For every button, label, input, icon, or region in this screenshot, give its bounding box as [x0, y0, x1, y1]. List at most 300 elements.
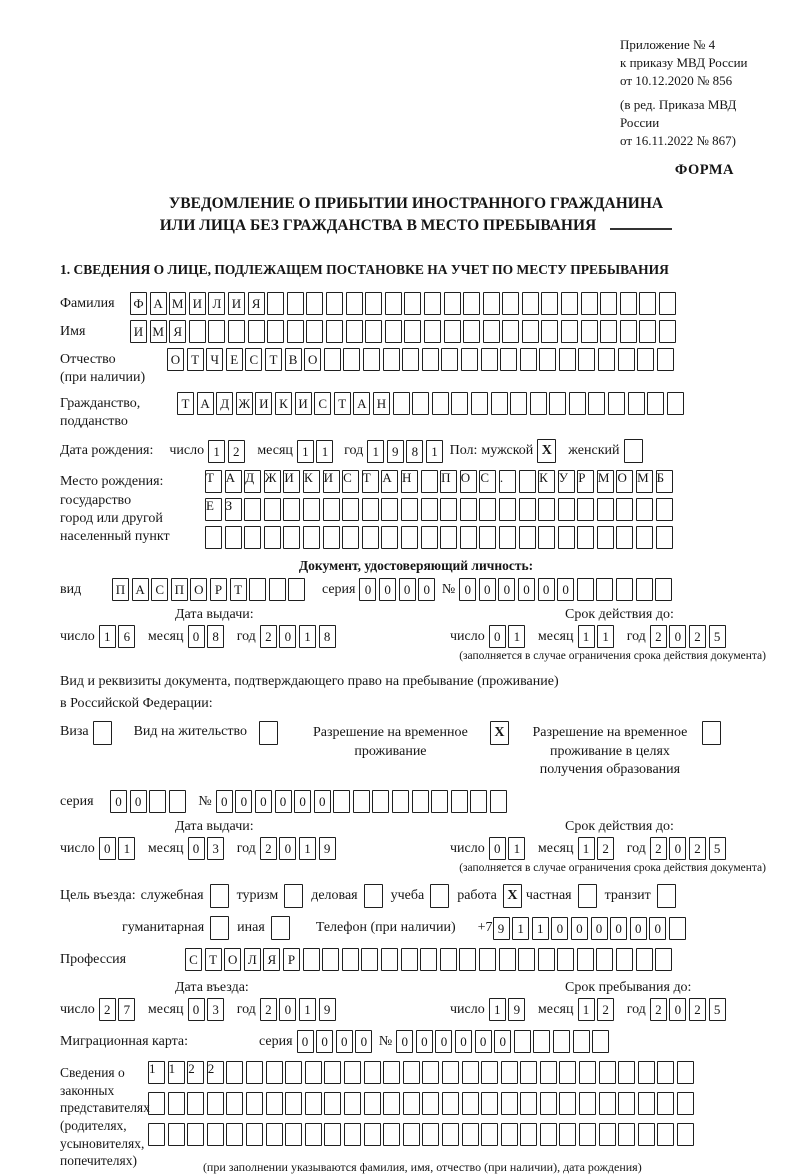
char-cell[interactable]: 3 — [207, 998, 224, 1021]
char-cell[interactable] — [422, 1092, 439, 1115]
gender-female-checkbox[interactable] — [624, 439, 643, 463]
char-cell[interactable] — [401, 498, 418, 521]
char-cell[interactable] — [365, 320, 382, 343]
char-cell[interactable] — [616, 526, 633, 549]
char-cell[interactable] — [561, 320, 578, 343]
char-cell[interactable]: 1 — [578, 625, 595, 648]
char-cell[interactable]: Б — [656, 470, 673, 493]
char-cell[interactable] — [618, 348, 635, 371]
char-cell[interactable]: П — [171, 578, 188, 601]
char-cell[interactable]: 0 — [99, 837, 116, 860]
char-cell[interactable] — [639, 320, 656, 343]
char-cell[interactable] — [600, 320, 617, 343]
char-cell[interactable] — [324, 1061, 341, 1084]
char-cell[interactable] — [540, 1092, 557, 1115]
char-cell[interactable]: 2 — [260, 837, 277, 860]
char-cell[interactable] — [579, 1123, 596, 1146]
char-cell[interactable] — [362, 498, 379, 521]
char-cell[interactable] — [520, 1092, 537, 1115]
phone-cells[interactable] — [493, 917, 689, 940]
char-cell[interactable]: И — [283, 470, 300, 493]
char-cell[interactable] — [383, 1092, 400, 1115]
char-cell[interactable]: С — [342, 470, 359, 493]
char-cell[interactable] — [655, 948, 672, 971]
char-cell[interactable] — [421, 498, 438, 521]
char-cell[interactable] — [490, 790, 507, 813]
char-cell[interactable] — [462, 1061, 479, 1084]
char-cell[interactable] — [577, 526, 594, 549]
char-cell[interactable] — [306, 292, 323, 315]
char-cell[interactable]: 8 — [207, 625, 224, 648]
char-cell[interactable] — [205, 526, 222, 549]
char-cell[interactable] — [483, 292, 500, 315]
char-cell[interactable] — [558, 526, 575, 549]
char-cell[interactable] — [600, 292, 617, 315]
char-cell[interactable]: М — [169, 292, 186, 315]
char-cell[interactable] — [463, 320, 480, 343]
char-cell[interactable] — [637, 348, 654, 371]
char-cell[interactable] — [657, 1092, 674, 1115]
char-cell[interactable] — [538, 498, 555, 521]
issue-year-cells[interactable] — [260, 625, 338, 648]
char-cell[interactable]: Т — [187, 348, 204, 371]
char-cell[interactable] — [579, 1061, 596, 1084]
char-cell[interactable]: Л — [208, 292, 225, 315]
char-cell[interactable] — [148, 1123, 165, 1146]
char-cell[interactable] — [285, 1092, 302, 1115]
char-cell[interactable]: 2 — [597, 837, 614, 860]
migration-series-cells[interactable] — [297, 1030, 375, 1053]
char-cell[interactable] — [479, 498, 496, 521]
representatives-cells-row3[interactable] — [148, 1123, 697, 1146]
char-cell[interactable]: 0 — [669, 837, 686, 860]
char-cell[interactable] — [169, 790, 186, 813]
char-cell[interactable] — [561, 292, 578, 315]
char-cell[interactable] — [491, 392, 508, 415]
char-cell[interactable]: 0 — [518, 578, 535, 601]
char-cell[interactable]: 0 — [110, 790, 127, 813]
char-cell[interactable] — [539, 348, 556, 371]
char-cell[interactable]: Я — [248, 292, 265, 315]
char-cell[interactable]: И — [228, 292, 245, 315]
birth-day-cells[interactable] — [208, 440, 247, 463]
char-cell[interactable]: 2 — [689, 837, 706, 860]
purpose-official-checkbox[interactable] — [210, 884, 229, 908]
char-cell[interactable]: 1 — [316, 440, 333, 463]
char-cell[interactable] — [346, 320, 363, 343]
char-cell[interactable] — [344, 1092, 361, 1115]
char-cell[interactable]: Ф — [130, 292, 147, 315]
char-cell[interactable]: 2 — [597, 998, 614, 1021]
char-cell[interactable] — [283, 498, 300, 521]
char-cell[interactable] — [510, 392, 527, 415]
char-cell[interactable] — [460, 526, 477, 549]
char-cell[interactable] — [514, 1030, 531, 1053]
char-cell[interactable] — [361, 948, 378, 971]
char-cell[interactable] — [596, 578, 613, 601]
char-cell[interactable] — [342, 526, 359, 549]
char-cell[interactable] — [420, 948, 437, 971]
char-cell[interactable] — [264, 526, 281, 549]
char-cell[interactable] — [148, 1092, 165, 1115]
char-cell[interactable]: Н — [401, 470, 418, 493]
char-cell[interactable] — [149, 790, 166, 813]
char-cell[interactable] — [283, 526, 300, 549]
char-cell[interactable] — [577, 498, 594, 521]
char-cell[interactable] — [383, 1123, 400, 1146]
char-cell[interactable] — [424, 292, 441, 315]
char-cell[interactable] — [267, 292, 284, 315]
char-cell[interactable] — [569, 392, 586, 415]
char-cell[interactable]: 0 — [314, 790, 331, 813]
char-cell[interactable] — [207, 1092, 224, 1115]
char-cell[interactable] — [461, 348, 478, 371]
birth-year-cells[interactable] — [367, 440, 445, 463]
char-cell[interactable] — [421, 526, 438, 549]
char-cell[interactable] — [249, 578, 266, 601]
char-cell[interactable]: Р — [577, 470, 594, 493]
char-cell[interactable]: 0 — [418, 578, 435, 601]
char-cell[interactable] — [639, 292, 656, 315]
char-cell[interactable] — [520, 1123, 537, 1146]
birth-place-cells-row2[interactable] — [205, 498, 675, 521]
char-cell[interactable] — [502, 292, 519, 315]
char-cell[interactable]: А — [150, 292, 167, 315]
char-cell[interactable] — [364, 1092, 381, 1115]
char-cell[interactable]: Т — [177, 392, 194, 415]
char-cell[interactable] — [451, 790, 468, 813]
char-cell[interactable]: 1 — [299, 837, 316, 860]
char-cell[interactable] — [559, 348, 576, 371]
valid-day-cells[interactable] — [489, 625, 528, 648]
char-cell[interactable]: 0 — [630, 917, 647, 940]
char-cell[interactable] — [365, 292, 382, 315]
char-cell[interactable] — [305, 1123, 322, 1146]
char-cell[interactable] — [266, 1092, 283, 1115]
purpose-business-checkbox[interactable] — [364, 884, 383, 908]
char-cell[interactable] — [364, 1123, 381, 1146]
char-cell[interactable]: И — [323, 470, 340, 493]
char-cell[interactable]: 0 — [489, 837, 506, 860]
char-cell[interactable] — [519, 470, 536, 493]
char-cell[interactable]: 0 — [459, 578, 476, 601]
char-cell[interactable] — [501, 1061, 518, 1084]
char-cell[interactable] — [599, 1123, 616, 1146]
char-cell[interactable]: О — [304, 348, 321, 371]
char-cell[interactable] — [333, 790, 350, 813]
char-cell[interactable] — [324, 1092, 341, 1115]
char-cell[interactable] — [385, 292, 402, 315]
char-cell[interactable]: 0 — [479, 578, 496, 601]
char-cell[interactable] — [403, 1092, 420, 1115]
char-cell[interactable] — [431, 790, 448, 813]
char-cell[interactable] — [246, 1092, 263, 1115]
char-cell[interactable]: А — [197, 392, 214, 415]
char-cell[interactable] — [499, 526, 516, 549]
char-cell[interactable]: 0 — [591, 917, 608, 940]
char-cell[interactable]: Я — [169, 320, 186, 343]
char-cell[interactable]: Т — [205, 948, 222, 971]
char-cell[interactable] — [244, 498, 261, 521]
char-cell[interactable]: 1 — [299, 625, 316, 648]
char-cell[interactable]: 2 — [689, 625, 706, 648]
char-cell[interactable]: 0 — [188, 837, 205, 860]
char-cell[interactable]: 0 — [494, 1030, 511, 1053]
doc-number-cells[interactable] — [459, 578, 675, 601]
char-cell[interactable] — [305, 1092, 322, 1115]
char-cell[interactable]: 0 — [130, 790, 147, 813]
char-cell[interactable]: 8 — [319, 625, 336, 648]
char-cell[interactable]: Н — [373, 392, 390, 415]
stay-valid-month-cells[interactable] — [578, 837, 617, 860]
representatives-cells-row1[interactable] — [148, 1061, 697, 1084]
char-cell[interactable] — [659, 320, 676, 343]
char-cell[interactable]: 1 — [532, 917, 549, 940]
char-cell[interactable] — [460, 498, 477, 521]
char-cell[interactable]: 2 — [207, 1061, 224, 1084]
char-cell[interactable] — [656, 498, 673, 521]
char-cell[interactable] — [421, 470, 438, 493]
char-cell[interactable]: 0 — [255, 790, 272, 813]
char-cell[interactable] — [287, 292, 304, 315]
char-cell[interactable]: 0 — [475, 1030, 492, 1053]
char-cell[interactable] — [463, 292, 480, 315]
char-cell[interactable] — [481, 1061, 498, 1084]
char-cell[interactable] — [267, 320, 284, 343]
char-cell[interactable] — [608, 392, 625, 415]
char-cell[interactable] — [442, 1092, 459, 1115]
char-cell[interactable] — [647, 392, 664, 415]
stay-doc-series-cells[interactable] — [110, 790, 188, 813]
char-cell[interactable]: 9 — [319, 837, 336, 860]
char-cell[interactable]: Т — [265, 348, 282, 371]
char-cell[interactable] — [402, 348, 419, 371]
char-cell[interactable] — [520, 348, 537, 371]
char-cell[interactable] — [401, 948, 418, 971]
char-cell[interactable] — [440, 526, 457, 549]
char-cell[interactable]: Я — [263, 948, 280, 971]
entry-day-cells[interactable] — [99, 998, 138, 1021]
char-cell[interactable] — [343, 348, 360, 371]
char-cell[interactable] — [404, 320, 421, 343]
char-cell[interactable] — [579, 1092, 596, 1115]
char-cell[interactable] — [244, 526, 261, 549]
char-cell[interactable] — [655, 578, 672, 601]
char-cell[interactable] — [520, 1061, 537, 1084]
purpose-study-checkbox[interactable] — [430, 884, 449, 908]
char-cell[interactable] — [412, 392, 429, 415]
char-cell[interactable]: 5 — [709, 837, 726, 860]
patronymic-cells[interactable] — [167, 348, 676, 371]
char-cell[interactable] — [656, 526, 673, 549]
char-cell[interactable] — [326, 320, 343, 343]
char-cell[interactable]: 5 — [709, 998, 726, 1021]
char-cell[interactable]: С — [314, 392, 331, 415]
char-cell[interactable]: 0 — [188, 625, 205, 648]
purpose-humanitarian-checkbox[interactable] — [210, 916, 229, 940]
char-cell[interactable] — [393, 392, 410, 415]
char-cell[interactable] — [422, 1061, 439, 1084]
char-cell[interactable] — [616, 498, 633, 521]
char-cell[interactable]: 1 — [299, 998, 316, 1021]
char-cell[interactable]: 2 — [260, 625, 277, 648]
char-cell[interactable]: М — [636, 470, 653, 493]
char-cell[interactable] — [541, 292, 558, 315]
char-cell[interactable]: 1 — [508, 625, 525, 648]
char-cell[interactable] — [305, 1061, 322, 1084]
char-cell[interactable] — [677, 1092, 694, 1115]
char-cell[interactable]: 2 — [650, 625, 667, 648]
char-cell[interactable] — [342, 948, 359, 971]
char-cell[interactable] — [442, 1123, 459, 1146]
char-cell[interactable] — [657, 348, 674, 371]
char-cell[interactable]: П — [112, 578, 129, 601]
char-cell[interactable] — [225, 526, 242, 549]
char-cell[interactable] — [403, 1061, 420, 1084]
char-cell[interactable] — [618, 1092, 635, 1115]
char-cell[interactable]: 2 — [650, 998, 667, 1021]
char-cell[interactable]: И — [189, 292, 206, 315]
char-cell[interactable]: 9 — [493, 917, 510, 940]
char-cell[interactable] — [530, 392, 547, 415]
char-cell[interactable]: 6 — [118, 625, 135, 648]
char-cell[interactable]: Т — [362, 470, 379, 493]
char-cell[interactable] — [228, 320, 245, 343]
valid-year-cells[interactable] — [650, 625, 728, 648]
char-cell[interactable] — [287, 320, 304, 343]
temp-residence-checkbox[interactable]: X — [490, 721, 509, 745]
char-cell[interactable]: М — [150, 320, 167, 343]
char-cell[interactable]: 0 — [279, 625, 296, 648]
char-cell[interactable] — [381, 526, 398, 549]
char-cell[interactable]: 3 — [207, 837, 224, 860]
char-cell[interactable]: А — [381, 470, 398, 493]
char-cell[interactable]: 0 — [498, 578, 515, 601]
char-cell[interactable] — [303, 526, 320, 549]
char-cell[interactable]: 0 — [538, 578, 555, 601]
entry-month-cells[interactable] — [188, 998, 227, 1021]
char-cell[interactable]: 1 — [168, 1061, 185, 1084]
char-cell[interactable] — [620, 320, 637, 343]
char-cell[interactable]: 0 — [316, 1030, 333, 1053]
char-cell[interactable] — [636, 948, 653, 971]
char-cell[interactable] — [628, 392, 645, 415]
char-cell[interactable]: 0 — [551, 917, 568, 940]
char-cell[interactable] — [372, 790, 389, 813]
char-cell[interactable]: 0 — [396, 1030, 413, 1053]
char-cell[interactable] — [577, 578, 594, 601]
char-cell[interactable] — [322, 948, 339, 971]
char-cell[interactable]: 0 — [275, 790, 292, 813]
char-cell[interactable] — [667, 392, 684, 415]
char-cell[interactable]: 8 — [406, 440, 423, 463]
char-cell[interactable] — [401, 526, 418, 549]
char-cell[interactable] — [479, 948, 496, 971]
char-cell[interactable] — [403, 1123, 420, 1146]
char-cell[interactable] — [677, 1123, 694, 1146]
char-cell[interactable] — [226, 1123, 243, 1146]
char-cell[interactable] — [323, 526, 340, 549]
char-cell[interactable]: 9 — [319, 998, 336, 1021]
char-cell[interactable]: 2 — [689, 998, 706, 1021]
gender-male-checkbox[interactable]: X — [537, 439, 556, 463]
until-year-cells[interactable] — [650, 998, 728, 1021]
stay-doc-number-cells[interactable] — [216, 790, 510, 813]
char-cell[interactable] — [226, 1061, 243, 1084]
char-cell[interactable] — [599, 1061, 616, 1084]
char-cell[interactable] — [248, 320, 265, 343]
char-cell[interactable]: 0 — [455, 1030, 472, 1053]
char-cell[interactable] — [363, 348, 380, 371]
char-cell[interactable] — [636, 526, 653, 549]
char-cell[interactable] — [303, 948, 320, 971]
char-cell[interactable] — [432, 392, 449, 415]
char-cell[interactable] — [187, 1092, 204, 1115]
char-cell[interactable] — [638, 1092, 655, 1115]
char-cell[interactable]: 0 — [216, 790, 233, 813]
issue-day-cells[interactable] — [99, 625, 138, 648]
char-cell[interactable] — [462, 1123, 479, 1146]
char-cell[interactable] — [306, 320, 323, 343]
char-cell[interactable] — [470, 790, 487, 813]
char-cell[interactable] — [226, 1092, 243, 1115]
char-cell[interactable]: К — [538, 470, 555, 493]
char-cell[interactable]: 0 — [489, 625, 506, 648]
char-cell[interactable]: 5 — [709, 625, 726, 648]
char-cell[interactable] — [616, 578, 633, 601]
stay-valid-day-cells[interactable] — [489, 837, 528, 860]
char-cell[interactable]: С — [151, 578, 168, 601]
char-cell[interactable]: Т — [334, 392, 351, 415]
char-cell[interactable] — [578, 348, 595, 371]
char-cell[interactable] — [538, 526, 555, 549]
char-cell[interactable]: 0 — [379, 578, 396, 601]
char-cell[interactable] — [246, 1123, 263, 1146]
char-cell[interactable] — [168, 1123, 185, 1146]
char-cell[interactable]: В — [285, 348, 302, 371]
char-cell[interactable]: 0 — [416, 1030, 433, 1053]
char-cell[interactable]: Ж — [236, 392, 253, 415]
char-cell[interactable]: А — [132, 578, 149, 601]
char-cell[interactable] — [422, 1123, 439, 1146]
char-cell[interactable] — [303, 498, 320, 521]
char-cell[interactable]: О — [167, 348, 184, 371]
char-cell[interactable]: 7 — [118, 998, 135, 1021]
stay-issue-day-cells[interactable] — [99, 837, 138, 860]
char-cell[interactable] — [540, 1123, 557, 1146]
char-cell[interactable]: Ч — [206, 348, 223, 371]
char-cell[interactable] — [638, 1061, 655, 1084]
char-cell[interactable]: 0 — [359, 578, 376, 601]
char-cell[interactable] — [499, 948, 516, 971]
char-cell[interactable]: 0 — [188, 998, 205, 1021]
char-cell[interactable] — [519, 526, 536, 549]
char-cell[interactable] — [677, 1061, 694, 1084]
char-cell[interactable]: 9 — [508, 998, 525, 1021]
char-cell[interactable] — [540, 1061, 557, 1084]
char-cell[interactable] — [385, 320, 402, 343]
char-cell[interactable] — [620, 292, 637, 315]
char-cell[interactable] — [404, 292, 421, 315]
char-cell[interactable] — [501, 1123, 518, 1146]
char-cell[interactable]: О — [616, 470, 633, 493]
char-cell[interactable] — [518, 948, 535, 971]
char-cell[interactable] — [269, 578, 286, 601]
stay-valid-year-cells[interactable] — [650, 837, 728, 860]
char-cell[interactable] — [522, 292, 539, 315]
char-cell[interactable] — [189, 320, 206, 343]
char-cell[interactable]: 0 — [336, 1030, 353, 1053]
